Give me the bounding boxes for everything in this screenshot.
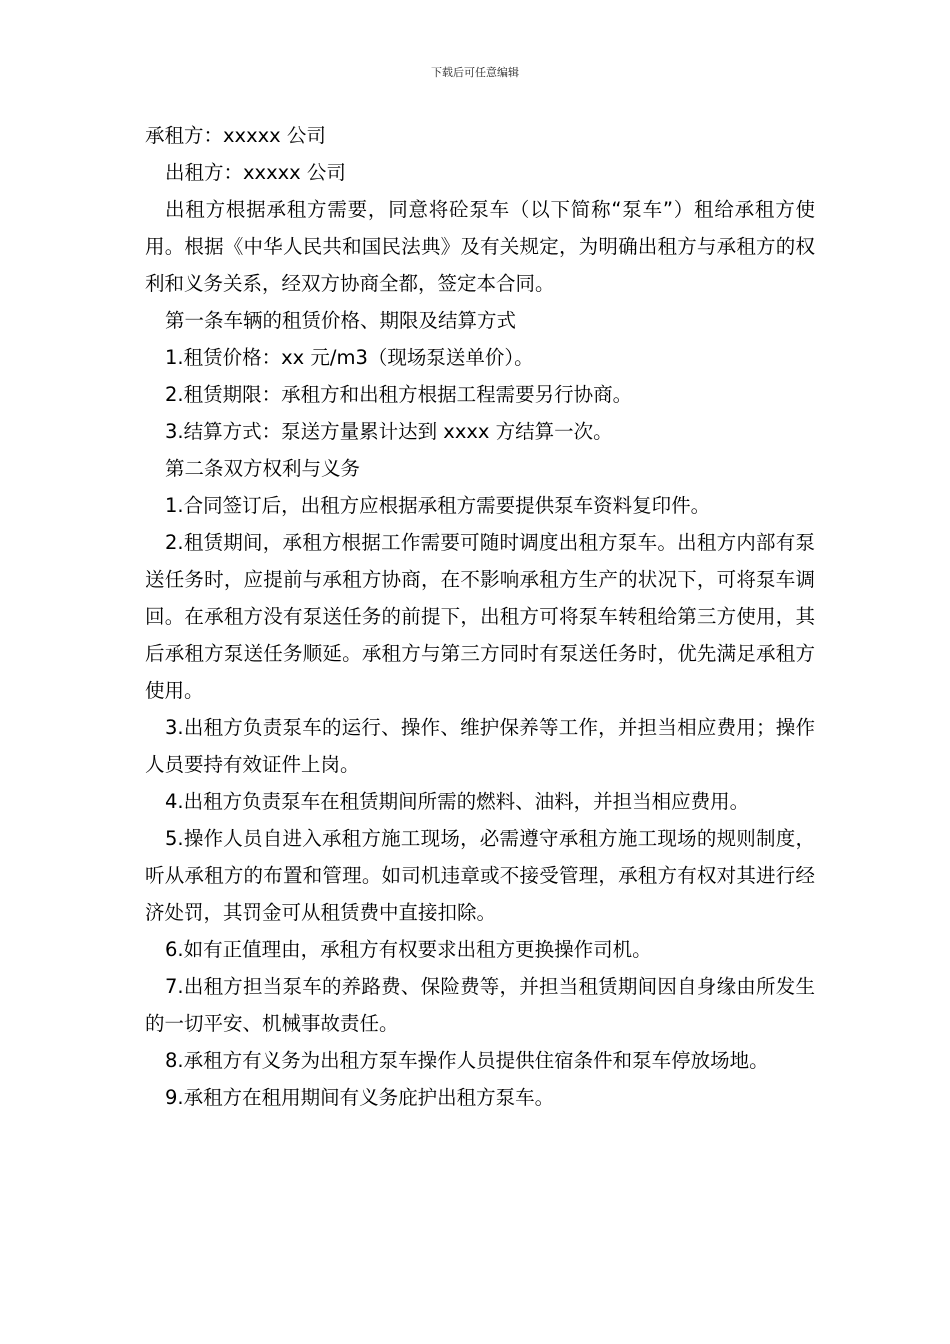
article-1-heading: 第一条车辆的租赁价格、期限及结算方式 (165, 309, 517, 332)
article-2-item-8: 8.承租方有义务为出租方泵车操作人员提供住宿条件和泵车停放场地。 (165, 1049, 769, 1072)
lessor-line: 出租方：xxxxx 公司 (165, 161, 346, 184)
article-2-item-1: 1.合同签订后，出租方应根据承租方需要提供泵车资料复印件。 (165, 494, 711, 517)
article-2-item-2: 2.租赁期间，承租方根据工作需要可随时调度出租方泵车。出租方内部有泵送任务时，应提前与承租方协商，在不影响承租方生产的状况下，可将泵车调回。在承租方没有泵送任务的前提下，出租方可将泵车转租给第三方使用，其后承租方泵送任务顺延。承租方与第三方同时有泵送任务时，优先满足承租方使用。 (145, 531, 815, 702)
contract-body (145, 117, 815, 1116)
article-2-item-5: 5.操作人员自进入承租方施工现场，必需遵守承租方施工现场的规则制度，听从承租方的布置和管理。如司机违章或不接受管理，承租方有权对其进行经济处罚，其罚金可从租赁费中直接扣除。 (145, 827, 815, 924)
article-2-item-6: 6.如有正值理由，承租方有权要求出租方更换操作司机。 (165, 938, 652, 961)
article-1-item-2: 2.租赁期限：承租方和出租方根据工程需要另行协商。 (165, 383, 633, 406)
article-2-item-3: 3.出租方负责泵车的运行、操作、维护保养等工作，并担当相应费用；操作人员要持有效证件上岗。 (145, 716, 815, 776)
lessee-line: 承租方：xxxxx 公司 (145, 124, 326, 147)
article-2-item-9: 9.承租方在租用期间有义务庇护出租方泵车。 (165, 1086, 555, 1109)
article-2-item-4: 4.出租方负责泵车在租赁期间所需的燃料、油料，并担当相应费用。 (165, 790, 750, 813)
article-1-item-3: 3.结算方式：泵送方量累计达到 xxxx 方结算一次。 (165, 420, 613, 443)
article-2-item-7: 7.出租方担当泵车的养路费、保险费等，并担当租赁期间因自身缘由所发生的一切平安、机械事故责任。 (145, 975, 815, 1035)
intro-paragraph: 出租方根据承租方需要，同意将砼泵车（以下简称“泵车”）租给承租方使用。根据《中华人民共和国民法典》及有关规定，为明确出租方与承租方的权利和义务关系，经双方协商全都，签定本合同。 (145, 198, 815, 295)
article-2-heading: 第二条双方权利与义务 (165, 457, 361, 480)
page-header: 下载后可任意编辑 (431, 66, 519, 79)
article-1-item-1: 1.租赁价格：xx 元/m3（现场泵送单价）。 (165, 346, 534, 369)
